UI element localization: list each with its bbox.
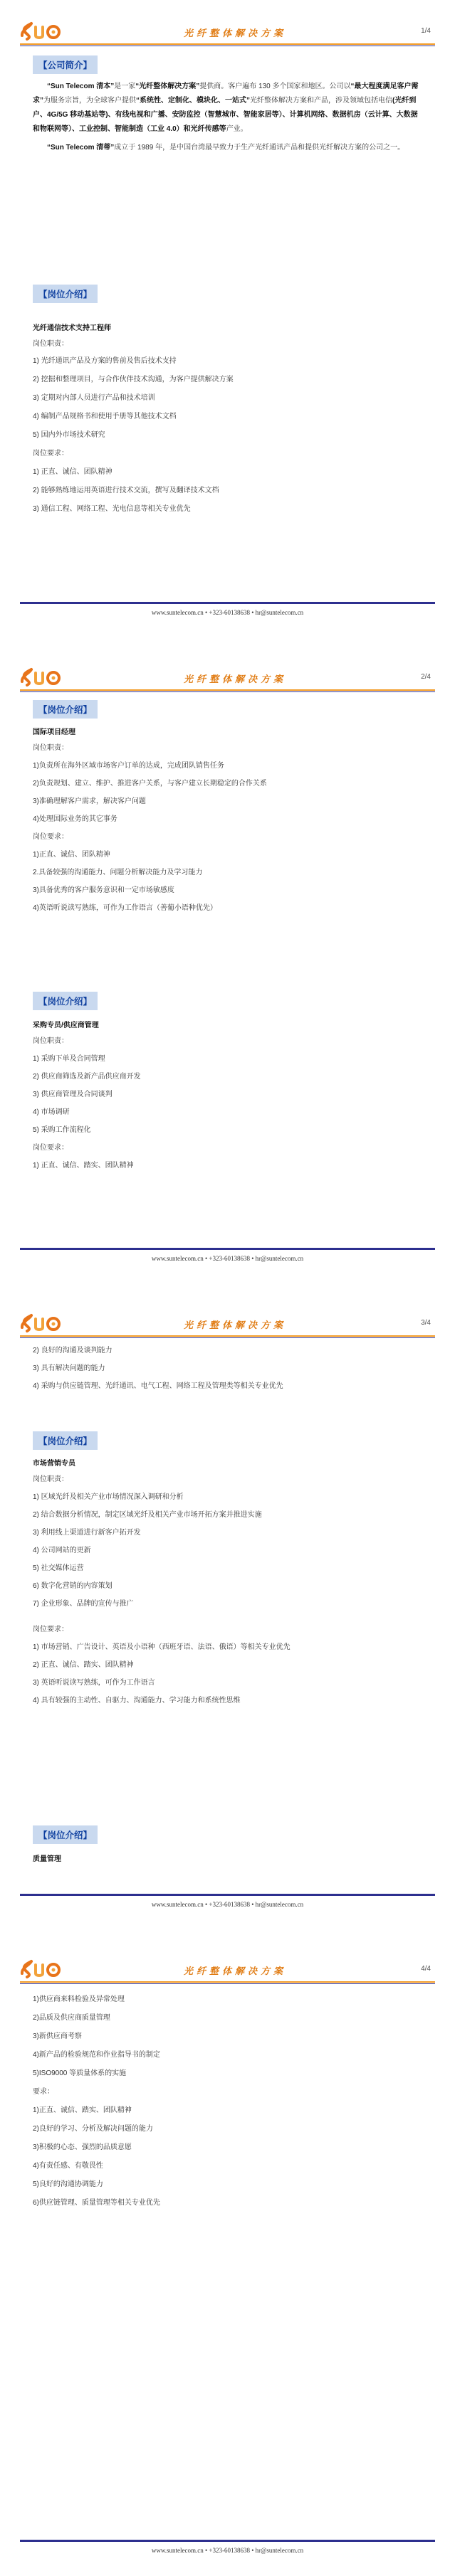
page-number: 1/4	[421, 27, 431, 35]
section-heading: 【岗位介绍】	[33, 700, 98, 719]
duty-item: 4)处理国际业务的其它事务	[33, 815, 117, 823]
requirements-label: 岗位要求：	[33, 450, 68, 457]
company-logo	[20, 1958, 64, 1979]
page-3	[0, 1292, 455, 1918]
footer-rule	[20, 1248, 435, 1250]
requirement-item: 4) 采购与供应链管理、光纤通讯、电气工程、网络工程及管理类等相关专业优先	[33, 1382, 283, 1390]
duty-item: 2)品质及供应商质量管理	[33, 2014, 110, 2022]
job-section-1	[33, 285, 422, 523]
header-rule-blue	[20, 1337, 435, 1338]
duties-label: 岗位职责：	[33, 744, 68, 752]
duty-item: 2) 供应商筛选及新产品供应商开发	[33, 1073, 141, 1081]
page-header	[20, 1312, 435, 1336]
requirement-item: 4) 具有较强的主动性、自驱力、沟通能力、学习能力和系统性思维	[33, 1697, 241, 1705]
duty-item: 4) 市场调研	[33, 1108, 70, 1116]
requirement-item: 1) 正直、诚信、团队精神	[33, 468, 113, 476]
intro-paragraph-2: “Sun Telecom 清蒂”成立于 1989 年，是中国台湾最早致力于生产光纤通讯产品和提供光纤解决方案的公司之一。	[47, 144, 405, 152]
page-number: 4/4	[421, 1965, 431, 1973]
requirement-item: 2)良好的学习、分析及解决问题的能力	[33, 2125, 153, 2133]
section-heading: 【岗位介绍】	[33, 285, 98, 303]
requirement-item: 1) 市场营销、广告设计、英语及小语种（西班牙语、法语、俄语）等相关专业优先	[33, 1643, 291, 1651]
header-rule-orange	[20, 1335, 435, 1337]
duties-label: 岗位职责：	[33, 1037, 68, 1045]
page-footer	[20, 2540, 435, 2561]
duty-item: 3) 供应商管理及合同谈判	[33, 1091, 113, 1098]
job-section-3-cont	[33, 1346, 422, 1399]
job-title: 采购专员/供应商管理	[33, 1022, 99, 1029]
footer-contact: www.suntelecom.cn • +323-60138638 • hr@suntelecom.cn	[151, 609, 304, 616]
duties-label: 岗位职责：	[33, 1475, 68, 1483]
duty-item: 2) 挖掘和整理项目，与合作伙伴技术沟通，为客户提供解决方案	[33, 376, 234, 383]
requirement-item: 1) 正直、诚信、踏实、团队精神	[33, 1162, 134, 1170]
requirement-item: 3)积极的心态、强烈的品质意愿	[33, 2143, 132, 2151]
duty-item: 6) 数字化营销的内容策划	[33, 1582, 113, 1590]
job-title: 国际项目经理	[33, 728, 75, 736]
job-title: 光纤通信技术支持工程师	[33, 324, 111, 332]
requirement-item: 6)供应链管理、质量管理等相关专业优先	[33, 2199, 160, 2207]
requirements-label: 岗位要求：	[33, 1144, 68, 1152]
duty-item: 5) 采购工作流程化	[33, 1126, 91, 1134]
duty-item: 1)供应商来料检验及异常处理	[33, 1995, 125, 2003]
header-title: 光纤整体解决方案	[184, 28, 287, 38]
header-rule-orange	[20, 689, 435, 691]
requirements-label: 岗位要求：	[33, 1626, 68, 1633]
duty-item: 4)新产品的检验规范和作业指导书的制定	[33, 2051, 160, 2059]
page-number: 2/4	[421, 673, 431, 681]
duty-item: 2)负责规划、建立、维护、推进客户关系，与客户建立长期稳定的合作关系	[33, 780, 267, 788]
job-section-5	[33, 1825, 422, 1863]
company-intro	[33, 55, 422, 155]
section-heading: 【公司简介】	[33, 55, 98, 74]
footer-rule	[20, 1894, 435, 1896]
page-footer	[20, 1248, 435, 1269]
job-section-5-cont	[33, 1995, 422, 2217]
footer-rule	[20, 2540, 435, 2542]
header-rule-orange	[20, 1981, 435, 1983]
duty-item: 4) 编制产品规格书和使用手册等其他技术文档	[33, 413, 177, 420]
section-heading: 【岗位介绍】	[33, 992, 98, 1010]
duty-item: 2) 结合数据分析情况，制定区域光纤及相关产业市场开拓方案并推进实施	[33, 1511, 262, 1519]
page-footer	[20, 1894, 435, 1915]
requirement-item: 3) 具有解决问题的能力	[33, 1364, 105, 1372]
job-title: 市场营销专员	[33, 1460, 75, 1468]
requirement-item: 3) 通信工程、网络工程、光电信息等相关专业优先	[33, 505, 191, 513]
page-1	[0, 0, 455, 626]
footer-contact: www.suntelecom.cn • +323-60138638 • hr@suntelecom.cn	[151, 2547, 304, 2554]
duty-item: 4) 公司网站的更新	[33, 1547, 91, 1554]
page-4	[0, 1938, 455, 2564]
duty-item: 3)新供应商考察	[33, 2032, 82, 2040]
requirements-label: 岗位要求：	[33, 833, 68, 841]
requirement-item: 3)具备优秀的客户服务意识和一定市场敏感度	[33, 886, 174, 894]
page-header	[20, 666, 435, 690]
page-2	[0, 646, 455, 1272]
requirement-item: 2) 能够熟练地运用英语进行技术交流，撰写及翻译技术文档	[33, 487, 219, 494]
job-section-3	[33, 992, 422, 1179]
header-title: 光纤整体解决方案	[184, 1966, 287, 1976]
duty-item: 3) 定期对内部人员进行产品和技术培训	[33, 394, 155, 402]
header-rule-blue	[20, 691, 435, 692]
requirement-item: 2) 良好的沟通及谈判能力	[33, 1347, 113, 1355]
requirement-item: 5)良好的沟通协调能力	[33, 2180, 103, 2188]
duty-item: 5) 国内外市场技术研究	[33, 431, 105, 439]
job-section-2	[33, 700, 422, 921]
job-section-4	[33, 1431, 422, 1714]
header-rule-blue	[20, 1983, 435, 1984]
duties-label: 岗位职责：	[33, 340, 68, 348]
page-footer	[20, 602, 435, 623]
duty-item: 5) 社交媒体运营	[33, 1564, 84, 1572]
duty-item: 3)准确理解客户需求，解决客户问题	[33, 797, 146, 805]
duty-item: 1) 光纤通讯产品及方案的售前及售后技术支持	[33, 357, 177, 365]
requirement-item: 4)英语听说读写熟练，可作为工作语言（善葡小语种优先）	[33, 904, 217, 912]
requirement-item: 2.具备较强的沟通能力、问题分析解决能力及学习能力	[33, 869, 203, 876]
duty-item: 5)ISO9000 等质量体系的实施	[33, 2069, 127, 2077]
duty-item: 1) 采购下单及合同管理	[33, 1055, 105, 1063]
duty-item: 7) 企业形象、品牌的宣传与推广	[33, 1600, 134, 1608]
duty-item: 3) 利用线上渠道进行新客户拓开发	[33, 1529, 141, 1537]
header-rule-orange	[20, 43, 435, 45]
section-heading: 【岗位介绍】	[33, 1431, 98, 1450]
requirement-item: 1)正直、诚信、踏实、团队精神	[33, 2106, 132, 2114]
page-header	[20, 20, 435, 44]
company-logo	[20, 1312, 64, 1333]
job-title: 质量管理	[33, 1855, 61, 1863]
requirement-item: 3) 英语听说读写熟练，可作为工作语言	[33, 1679, 155, 1687]
duty-item: 1) 区域光纤及相关产业市场情况深入调研和分析	[33, 1493, 184, 1501]
footer-contact: www.suntelecom.cn • +323-60138638 • hr@suntelecom.cn	[151, 1901, 304, 1908]
footer-contact: www.suntelecom.cn • +323-60138638 • hr@suntelecom.cn	[151, 1255, 304, 1262]
intro-paragraph-1: “Sun Telecom 清本”是一家“光纤整体解决方案”提供商。客户遍布 130 多个国家和地区。公司以“最大程度满足客户需求”为服务宗旨，为全球客户提供“系统性、定制化、模块化、一站式”光纤整体解决方案和产品，涉及领域包括电信(光纤到户、4G/5G 移动基站等)、有线电视和广播、安防监控（智慧城市、智能家居等）、计算机网络、数据机房（云计算、大数据和物联网等）、工业控制、智能制造（工业 4.0）和光纤传感等产业。	[33, 83, 419, 133]
duty-item: 1)负责所在海外区域市场客户订单的达成，完成团队销售任务	[33, 762, 224, 770]
company-logo	[20, 666, 64, 687]
header-title: 光纤整体解决方案	[184, 674, 287, 684]
company-logo	[20, 20, 64, 41]
requirement-item: 4)有责任感、有敬畏性	[33, 2162, 103, 2170]
header-title: 光纤整体解决方案	[184, 1320, 287, 1330]
requirement-item: 1)正直、诚信、团队精神	[33, 851, 110, 859]
requirement-item: 2) 正直、诚信、踏实、团队精神	[33, 1661, 134, 1669]
section-heading: 【岗位介绍】	[33, 1825, 98, 1844]
requirements-label: 要求：	[33, 2088, 54, 2096]
page-number: 3/4	[421, 1319, 431, 1327]
footer-rule	[20, 602, 435, 604]
page-header	[20, 1958, 435, 1982]
